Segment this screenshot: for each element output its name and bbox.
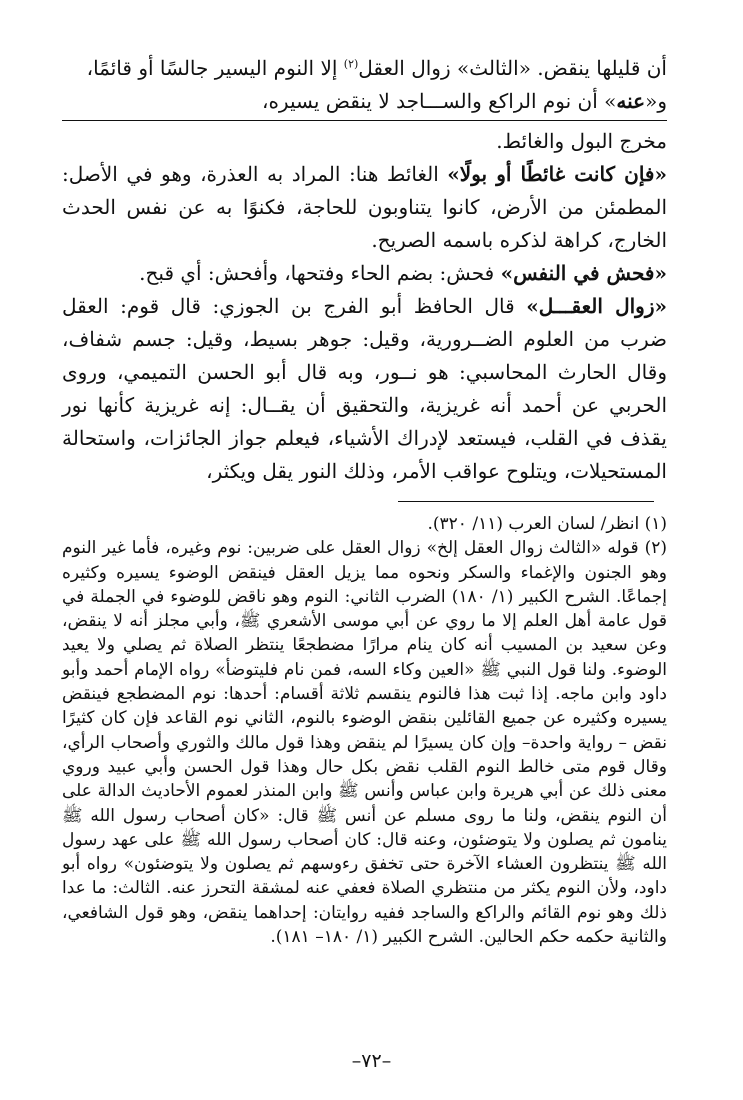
matn-line-2-post: » أن نوم الراكع والســـاجد لا ينقض يسيره، [261,89,617,113]
commentary-paragraph-1: مخرج البول والغائط. [496,129,667,153]
commentary-paragraph-2 [62,158,667,257]
matn-line-2-pre: و« [645,89,667,113]
matn-line-1-post: إلا النوم اليسير جالسًا أو قائمًا، [86,56,344,80]
commentary-text-2: الغائط هنا: المراد به العذرة، وهو في الأصل: المطمئن من الأرض، كانوا يتناوبون للحاجة، فكنوًا به عن نفس الحدث الخارج، كراهة لذكره باسمه الصريح. [62,162,667,252]
commentary-block [62,125,667,488]
commentary-heading-2: «فإن كانت غائطًا أو بولًا» [447,162,667,186]
commentary-text-4: قال الحافظ أبو الفرج بن الجوزي: قال قوم: العقل ضرب من العلوم الضــرورية، وقيل: جوهر بسيط، وقيل: جسم شفاف، وقال الحارث المحاسبي: هو نــور، وبه قال أبو الحسن التميمي، وروى الحربي عن أحمد أنه غريزية، والتحقيق أن يقــال: إنه غريزية كأنها نور يقذف في القلب، فيستعد لإدراك الأشياء، فيعلم جواز الجائزات، واستحالة المستحيلات، ويتلوح عواقب الأمر، وذلك النور يقل ويكثر، [62,294,667,483]
matn-separator [62,120,667,121]
commentary-text-3: فحش: بضم الحاء وفتحها، وأفحش: أي قبح. [139,261,501,285]
commentary-paragraph-4 [62,290,667,488]
matn-line-1 [62,52,667,85]
commentary-paragraph-3 [62,257,667,290]
footnote-separator [398,501,654,502]
matn-line-2 [62,85,667,118]
page-number: –٧٢– [351,1050,392,1072]
matn-line-2-bold: عنه [616,89,646,113]
matn-line-1-pre: أن قليلها ينقض. «الثالث» زوال العقل [358,56,667,80]
footnote-1: (١) انظر/ لسان العرب (١١/ ٣٢٠). [427,514,667,534]
footnote-2: (٢) قوله «الثالث زوال العقل إلخ» زوال العقل على ضربين: نوم وغيره، فأما غير النوم وهو الجنون والإغماء والسكر ونحوه مما يزيل العقل فينقض الوضوء يسيره وكثيره إجماعًا. الشرح الكبير (١/ ١٨٠) الضرب الثاني: النوم وهو ناقض للوضوء في الجملة في قول عامة أهل العلم إلا ما روي عن أبي موسى الأشعري ﷺ، وأبي مجلز أنه لا ينقض، وعن سعيد بن المسيب أنه كان ينام مرارًا مضطجعًا ينتظر الصلاة ثم يصلي ولا يعيد الوضوء. ولنا قول النبي ﷺ «العين وكاء السه، فمن نام فليتوضأ» رواه الإمام أحمد وأبو داود وابن ماجه. إذا ثبت هذا فالنوم ينقسم ثلاثة أقسام: أحدها: نوم المضطجع فينقض يسيره وكثيره عن جميع القائلين بنقض الوضوء بالنوم، الثاني نوم القاعد فإن كان كثيرًا نقض – رواية واحدة– وإن كان يسيرًا لم ينقض وهذا قول مالك والثوري وأصحاب الرأي، وقال قوم متى خالط النوم القلب نقض بكل حال وهذا قول الحسن وأبي عبيد وروي معنى ذلك عن أبي هريرة وابن عباس وأنس ﷺ وابن المنذر لعموم الأحاديث الدالة على أن النوم ينقض، ولنا ما روى مسلم عن أنس ﷺ قال: «كان أصحاب رسول الله ﷺ ينامون ثم يصلون ولا يتوضئون، وعنه قال: كان أصحاب رسول الله ﷺ على عهد رسول الله ﷺ ينتظرون العشاء الآخرة حتى تخفق رءوسهم ثم يصلون ولا يتوضئون» رواه أبو داود، ولأن النوم يكثر من منتظري الصلاة فعفي عنه لمشقة التحرز عنه. الثالث: ما عدا ذلك وهو نوم القائم والراكع والساجد ففيه روايتان: إحداهما ينقض، وهو قول الشافعي، والثانية حكمه حكم الحالين. الشرح الكبير (١/ ١٨٠– ١٨١). [62,538,667,948]
page-body [62,52,667,488]
commentary-heading-3: «فحش في النفس» [500,261,667,285]
commentary-heading-4: «زوال العقـــل» [526,294,667,318]
footnote-ref-2[interactable]: (٢) [343,57,359,71]
footnotes-block [62,512,667,949]
matn-text-block [62,52,667,118]
